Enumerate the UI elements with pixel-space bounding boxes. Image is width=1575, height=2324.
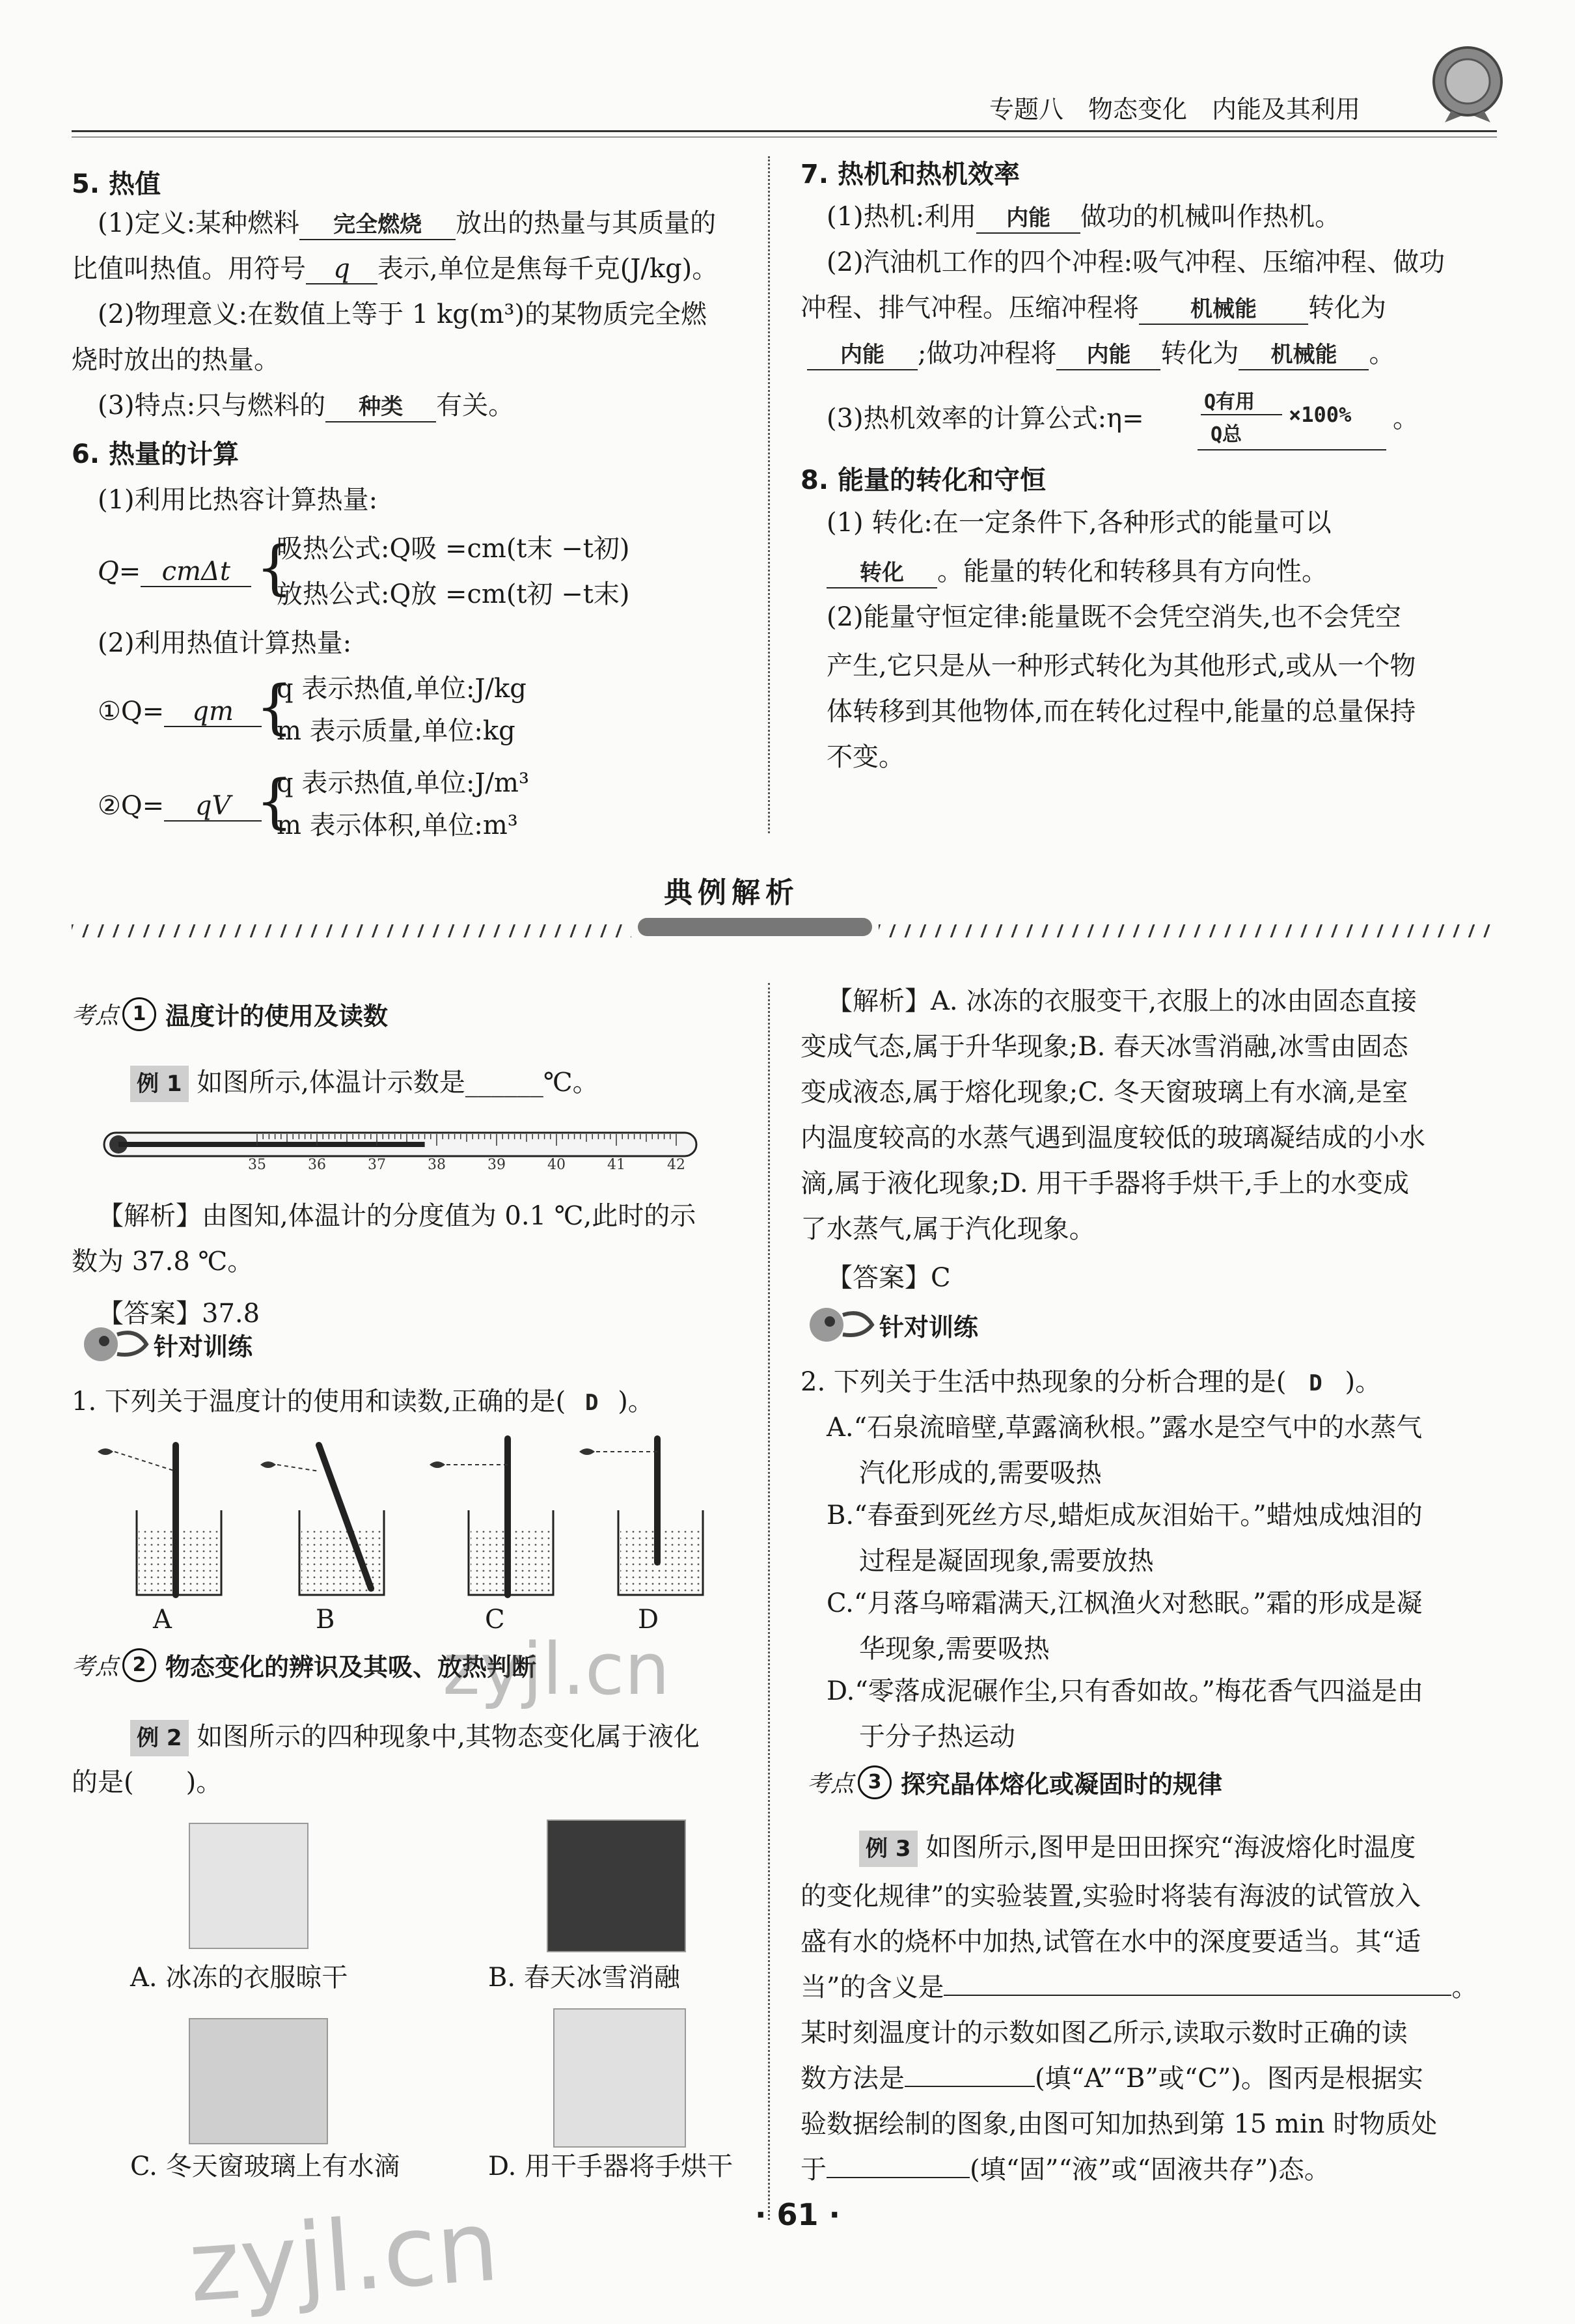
s7-3: (3)热机效率的计算公式:η=	[827, 404, 1144, 434]
caption-a: A. 冰冻的衣服晾干	[130, 1963, 348, 1993]
page-number: · 61 ·	[755, 2197, 840, 2232]
tick-label: 36	[308, 1157, 326, 1173]
c1-line-b: m 表示质量,单位:kg	[277, 716, 515, 746]
an6: 了水蒸气,属于汽化现象。	[801, 1214, 1095, 1244]
an5: 滴,属于液化现象;D. 用干手器将手烘干,手上的水变成	[801, 1169, 1409, 1198]
q1: 1. 下列关于温度计的使用和读数,正确的是( D )。	[72, 1383, 654, 1421]
header-rule	[72, 130, 1497, 132]
thermometer-options	[98, 1432, 722, 1640]
image-window-droplets	[189, 2018, 328, 2144]
ex3-l4: 当”的含义是 。	[801, 1972, 1478, 2002]
tick-label: 38	[428, 1157, 446, 1173]
caption-c: C. 冬天窗玻璃上有水滴	[130, 2151, 400, 2181]
s5-meaning2: 烧时放出的热量。	[72, 345, 280, 375]
watermark-mid: zyjl.cn	[443, 1627, 670, 1711]
kaodian-2: 考点 2 物态变化的辨识及其吸、放热判断	[72, 1647, 536, 1683]
ex1-tag: 例 1	[130, 1066, 189, 1102]
s7-3-end: 。	[1393, 404, 1419, 434]
blank-transform: 转化	[827, 559, 937, 588]
caption-b: B. 春天冰雪消融	[488, 1963, 680, 1993]
training-header-1: 针对训练	[78, 1321, 253, 1367]
q2: 2. 下列关于生活中热现象的分析合理的是( D )。	[801, 1364, 1381, 1402]
s7-1: (1)热机:利用 内能 做功的机械叫作热机。	[827, 199, 1341, 235]
ex3-l3: 盛有水的烧杯中加热,试管在水中的深度要适当。其“适	[801, 1927, 1421, 1957]
tick-label: 41	[607, 1157, 625, 1173]
banner-hatch-right	[879, 924, 1497, 937]
tick-label: 35	[248, 1157, 266, 1173]
q2-optA2: 汽化形成的,需要吸热	[859, 1458, 1102, 1488]
q2-optC2: 华现象,需要吸热	[859, 1634, 1050, 1664]
eye-icon	[430, 1461, 445, 1468]
eye-icon	[260, 1461, 276, 1468]
frac-num: Q有用	[1204, 391, 1255, 413]
s8-2a: (2)能量守恒定律:能量既不会凭空消失,也不会凭空	[827, 602, 1401, 632]
s5-def2: 比值叫热值。用符号 q 表示,单位是焦每千克(J/kg)。	[72, 254, 719, 284]
watermark-bottom: zyjl.cn	[185, 2189, 502, 2324]
blank-mech2: 机械能	[1239, 340, 1369, 370]
s6-sub1: (1)利用比热容计算热量:	[98, 485, 378, 515]
blank-fuel: 完全燃烧	[299, 210, 456, 240]
an3: 变成液态,属于熔化现象;C. 冬天窗玻璃上有水滴,是室	[801, 1077, 1408, 1107]
brace-icon: {	[256, 768, 294, 836]
clinical-thermometer	[98, 1120, 703, 1181]
blank-internal: 内能	[976, 204, 1080, 234]
brace-icon: {	[256, 534, 294, 602]
mercury-column	[118, 1142, 425, 1147]
tick-label: 42	[667, 1157, 685, 1173]
q2-optC1: C.“月落乌啼霜满天,江枫渔火对愁眠。”霜的形成是凝	[827, 1588, 1423, 1618]
s5-feature: (3)特点:只与燃料的 种类 有关。	[98, 387, 514, 424]
q1-answer: D	[584, 1390, 599, 1416]
ex3-l1: 例 3 如图所示,图甲是田田探究“海波熔化时温度	[859, 1829, 1416, 1867]
s7-2a: (2)汽油机工作的四个冲程:吸气冲程、压缩冲程、做功	[827, 247, 1445, 277]
s7-title: 7. 热机和热机效率	[801, 159, 1020, 189]
an2: 变成气态,属于升华现象;B. 春天冰雪消融,冰雪由固态	[801, 1032, 1408, 1062]
runner-icon	[78, 1321, 150, 1367]
eye-icon	[579, 1448, 595, 1455]
image-snow-melting	[547, 1819, 686, 1952]
sight-line	[277, 1465, 319, 1471]
eye-icon	[98, 1448, 113, 1455]
blank-qm: qm	[164, 697, 262, 727]
q2-optD2: 于分子热运动	[859, 1722, 1015, 1752]
image-hand-dryer	[553, 2008, 686, 2148]
ex2-line2: 的是( )。	[72, 1767, 223, 1797]
ex3-l7: 验数据绘制的图象,由图可知加热到第 15 min 时物质处	[801, 2109, 1438, 2139]
q2-optD1: D.“零落成泥碾作尘,只有香如故。”梅花香气四溢是由	[827, 1676, 1423, 1706]
banner-title: 典例解析	[664, 876, 799, 909]
section-banner	[72, 856, 1497, 941]
tick-label: 37	[368, 1157, 386, 1173]
an4: 内温度较高的水蒸气遇到温度较低的玻璃凝结成的小水	[801, 1123, 1425, 1153]
training-header-2: 针对训练	[804, 1302, 978, 1348]
s6-c2: ②Q= qV	[98, 788, 262, 824]
ex3-l6: 数方法是 (填“A”“B”或“C”)。图丙是根据实	[801, 2064, 1423, 2094]
medal-icon	[1425, 39, 1510, 126]
tick-label: 39	[487, 1157, 506, 1173]
release-formula: 放热公式:Q放 =cm(t初 −t末)	[277, 579, 630, 609]
s5-def: (1)定义:某种燃料 完全燃烧 放出的热量与其质量的	[98, 205, 716, 242]
column-divider	[768, 156, 770, 833]
opt-a-label: A	[153, 1605, 172, 1635]
chapter-title: 专题八 物态变化 内能及其利用	[989, 95, 1361, 124]
absorb-formula: 吸热公式:Q吸 =cm(t末 −t初)	[277, 534, 630, 564]
ex3-l8: 于 (填“固”“液”或“固液共存”)态。	[801, 2155, 1330, 2185]
kaodian-3: 考点 3 探究晶体熔化或凝固时的规律	[807, 1764, 1222, 1800]
ex2-answer: 【答案】C	[827, 1263, 951, 1293]
brace-icon: {	[256, 673, 294, 741]
ex1-analysis2: 数为 37.8 ℃。	[72, 1247, 254, 1277]
q2-optA1: A.“石泉流暗壁,草露滴秋根。”露水是空气中的水蒸气	[827, 1413, 1423, 1443]
blank-type: 种类	[325, 393, 436, 422]
ex1: 例 1 如图所示,体温计示数是______℃。	[130, 1064, 599, 1102]
blank-meaning[interactable]	[944, 1995, 1451, 1996]
blank-internal2: 内能	[807, 340, 918, 370]
opt-c-label: C	[485, 1605, 505, 1635]
runner-icon	[804, 1302, 875, 1348]
ex2-line1: 例 2 如图所示的四种现象中,其物态变化属于液化	[130, 1719, 700, 1756]
caption-d: D. 用干手器将手烘干	[488, 2151, 733, 2181]
s6-q: Q= cmΔt	[98, 553, 251, 590]
tick-label: 40	[547, 1157, 566, 1173]
ex3-l5: 某时刻温度计的示数如图乙所示,读取示数时正确的读	[801, 2018, 1408, 2048]
s8-2c: 体转移到其他物体,而在转化过程中,能量的总量保持	[827, 697, 1416, 726]
s7-2c: 内能 ;做功冲程将 内能 转化为 机械能 。	[807, 335, 1395, 372]
s5-meaning: (2)物理意义:在数值上等于 1 kg(m³)的某物质完全燃	[98, 299, 707, 329]
sight-line	[115, 1452, 176, 1471]
ex1-answer: 【答案】37.8	[98, 1299, 260, 1329]
s8-title: 8. 能量的转化和守恒	[801, 465, 1046, 495]
q2-answer: D	[1309, 1370, 1322, 1396]
an1: 【解析】A. 冰冻的衣服变干,衣服上的冰由固态直接	[827, 986, 1418, 1016]
opt-b-label: B	[316, 1605, 335, 1635]
frac-pct: ×100%	[1289, 402, 1352, 427]
c2-line-b: m 表示体积,单位:m³	[277, 810, 518, 840]
banner-bar	[638, 918, 872, 936]
banner-hatch-left	[72, 924, 631, 937]
q2-optB1: B.“春蚕到死丝方尽,蜡炬成灰泪始干。”蜡烛成烛泪的	[827, 1501, 1423, 1530]
blank-symbol: q	[306, 255, 377, 284]
s6-sub2: (2)利用热值计算热量:	[98, 628, 352, 658]
blank-mech1: 机械能	[1139, 295, 1308, 325]
frac-bar	[1201, 414, 1282, 415]
q2-optB2: 过程是凝固现象,需要放热	[859, 1546, 1154, 1576]
ex2-tag: 例 2	[130, 1720, 189, 1756]
s8-1b: 转化 。能量的转化和转移具有方向性。	[827, 553, 1328, 590]
blank-cmdt: cmΔt	[141, 557, 251, 587]
ex3-l2: 的变化规律”的实验装置,实验时将装有海波的试管放入	[801, 1881, 1421, 1911]
column-divider-lower	[768, 983, 770, 2220]
c1-line-a: q 表示热值,单位:J/kg	[277, 674, 527, 704]
blank-state[interactable]	[827, 2177, 970, 2178]
blank-qv: qV	[164, 792, 262, 822]
s8-2b: 产生,它只是从一种形式转化为其他形式,或从一个物	[827, 651, 1416, 681]
ex3-tag: 例 3	[859, 1831, 918, 1867]
efficiency-fraction	[1198, 384, 1386, 450]
s8-1: (1) 转化:在一定条件下,各种形式的能量可以	[827, 508, 1332, 538]
blank-internal3: 内能	[1056, 340, 1160, 370]
ex1-analysis1: 【解析】由图知,体温计的分度值为 0.1 ℃,此时的示	[98, 1201, 696, 1231]
s8-2d: 不变。	[827, 742, 905, 772]
kaodian-1: 考点 1 温度计的使用及读数	[72, 996, 388, 1032]
s6-title: 6. 热量的计算	[72, 439, 239, 469]
blank-read-method[interactable]	[905, 2086, 1035, 2087]
opt-d-label: D	[638, 1605, 659, 1635]
s6-c1: ①Q= qm	[98, 693, 262, 730]
s7-2b: 冲程、排气冲程。压缩冲程将 机械能 转化为	[801, 290, 1386, 326]
c2-line-a: q 表示热值,单位:J/m³	[277, 768, 529, 798]
s5-title: 5. 热值	[72, 169, 161, 199]
frac-den: Q总	[1211, 423, 1242, 446]
image-frozen-clothes	[189, 1823, 308, 1949]
